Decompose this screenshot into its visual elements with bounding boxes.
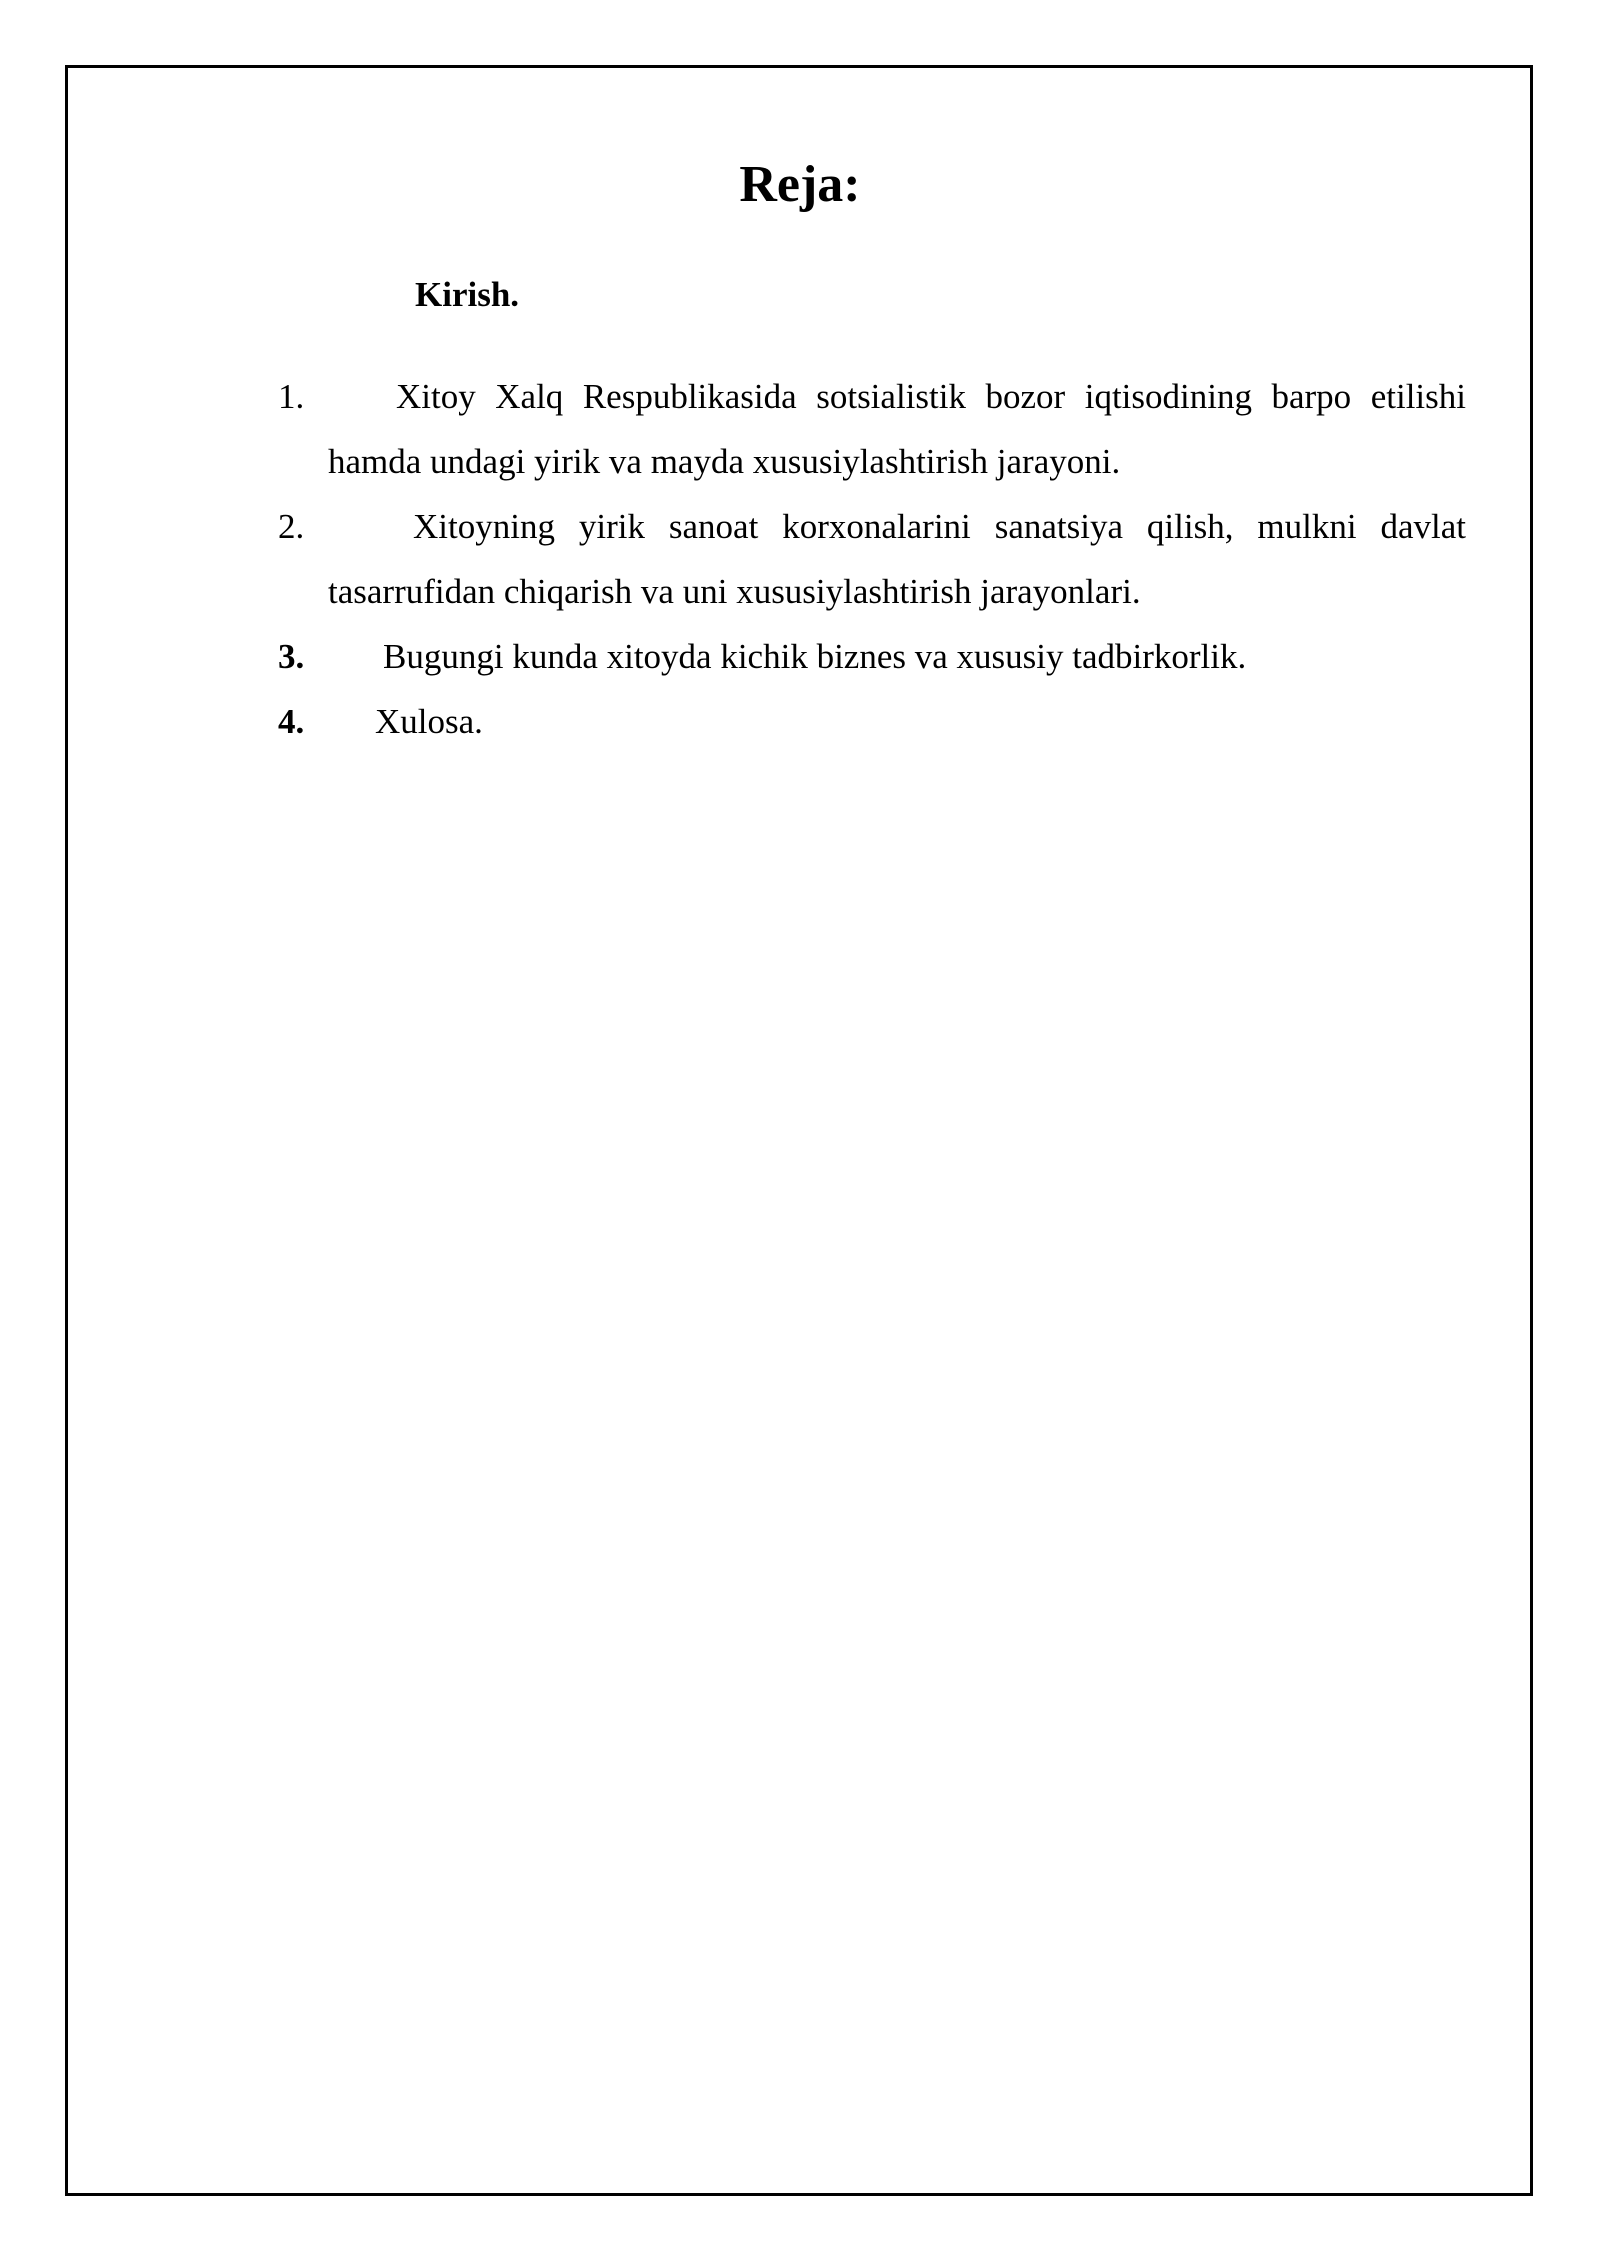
plan-item [278,364,1466,494]
plan-item [278,689,1466,754]
plan-item-text: Xitoy Xalq Respublikasida sotsialistik bozor iqtisodining barpo etilishi hamda undagi yirik va mayda xususiylashtirish jarayoni. [328,377,1466,481]
plan-item-text: Xulosa. [375,702,483,741]
plan-item-number: 4. [278,702,305,741]
plan-item [278,494,1466,624]
intro-heading: Kirish. [415,275,520,314]
plan-item-text: Bugungi kunda xitoyda kichik biznes va xususiy tadbirkorlik. [383,637,1247,676]
plan-item [278,624,1466,689]
page-title: Reja: [739,156,861,213]
plan-item-number: 1. [278,377,305,416]
plan-item-number: 3. [278,637,305,676]
plan-item-text: Xitoyning yirik sanoat korxonalarini sanatsiya qilish, mulkni davlat tasarrufidan chiqarish va uni xususiylashtirish jarayonlari. [328,507,1466,611]
plan-item-number: 2. [278,507,305,546]
